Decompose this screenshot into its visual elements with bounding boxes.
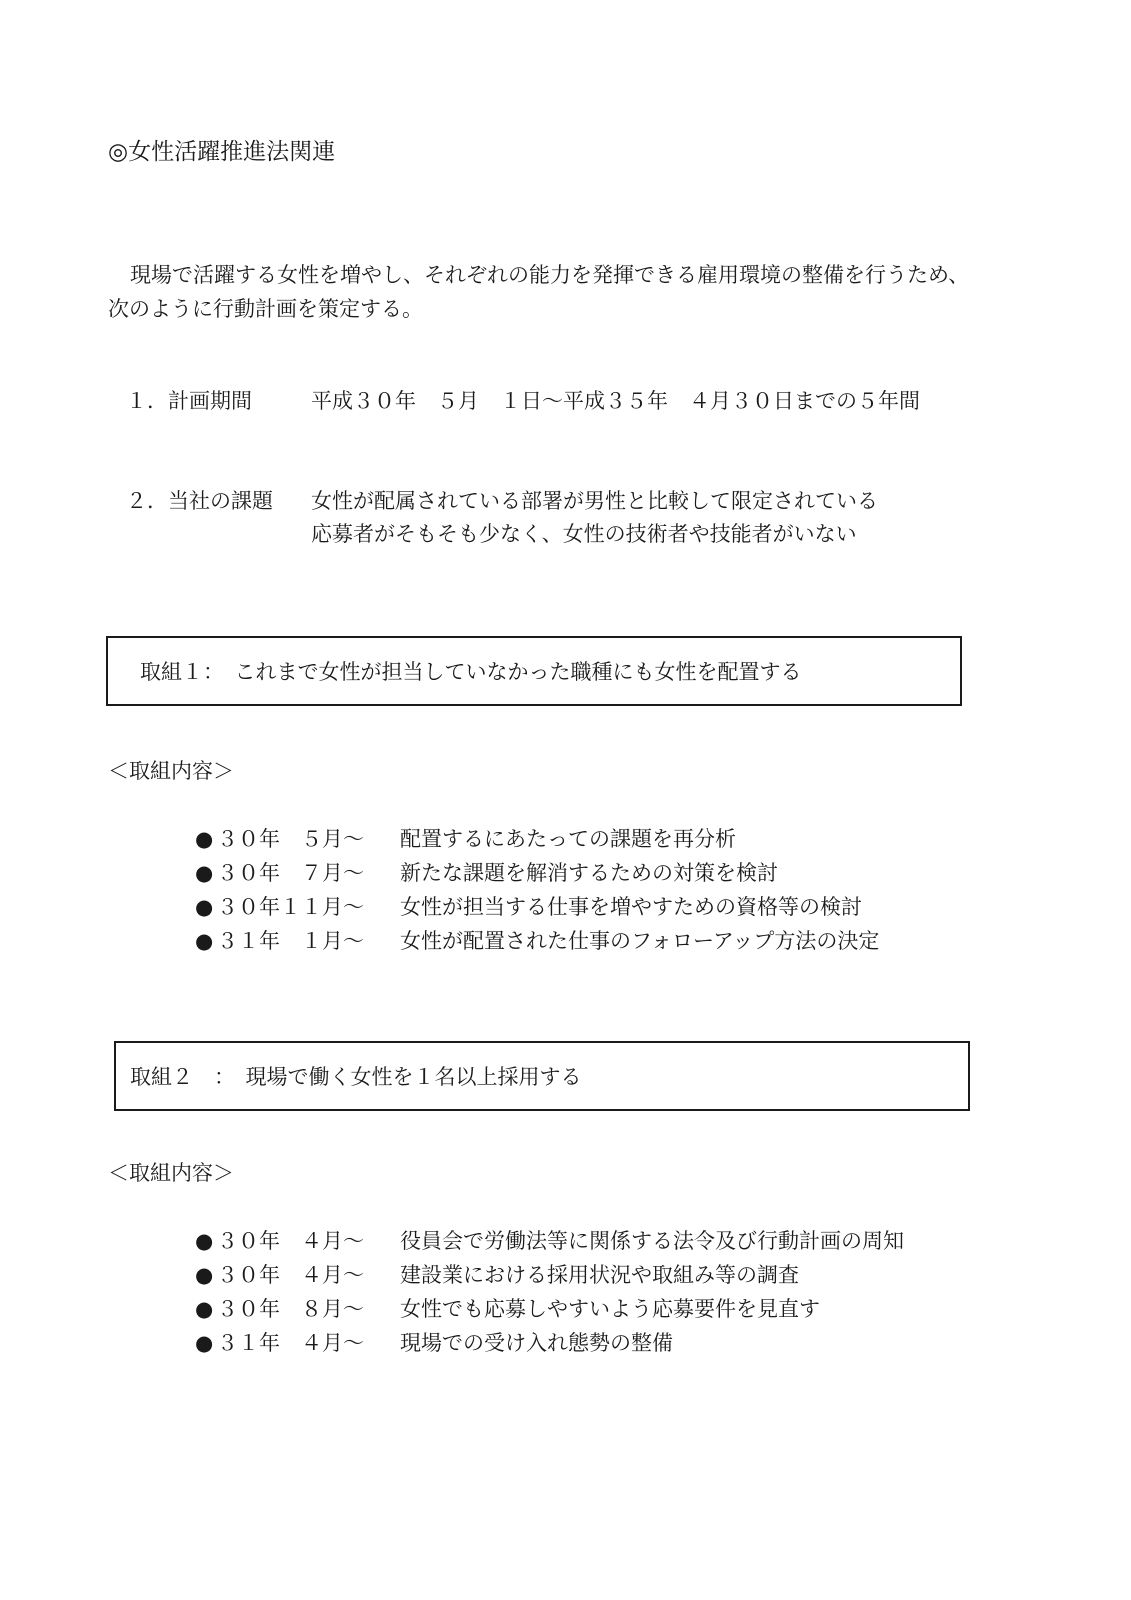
item-date: ３１年 ４月～: [217, 1331, 364, 1355]
list-item: [195, 890, 879, 924]
intro-paragraph: [108, 258, 1048, 326]
bullet-icon: ●: [195, 861, 214, 885]
intro-line-1: 現場で活躍する女性を増やし、それぞれの能力を発揮できる雇用環境の整備を行うため、: [130, 263, 970, 287]
issues-row: [126, 488, 878, 514]
item-date: ３１年 １月～: [217, 929, 364, 953]
initiative-2-box: [114, 1041, 970, 1111]
list-item: [195, 924, 879, 958]
item-date: ３０年 ７月～: [217, 861, 364, 885]
page-title: ◎女性活躍推進法関連: [108, 139, 336, 165]
issues-label: ２．当社の課題: [126, 489, 273, 513]
list-item: [195, 1224, 904, 1258]
item-date: ３０年 ５月～: [217, 827, 364, 851]
bullet-icon: ●: [195, 1331, 214, 1355]
initiative-2-content-header: ＜取組内容＞: [108, 1161, 234, 1185]
item-date: ３０年 ４月～: [217, 1263, 364, 1287]
item-text: 女性が担当する仕事を増やすための資格等の検討: [400, 895, 862, 919]
plan-period-row: [126, 388, 920, 414]
plan-period-label: １．計画期間: [126, 389, 252, 413]
item-date: ３０年 ８月～: [217, 1297, 364, 1321]
intro-line-2: 次のように行動計画を策定する。: [108, 297, 423, 321]
initiative-1-box: [106, 636, 962, 706]
initiative-1-list: [195, 822, 879, 958]
initiative-1-title: 取組１： これまで女性が担当していなかった職種にも女性を配置する: [140, 660, 802, 684]
list-item: [195, 856, 879, 890]
plan-period-value: 平成３０年 ５月 １日～平成３５年 ４月３０日までの５年間: [311, 389, 920, 413]
list-item: [195, 1258, 904, 1292]
issues-line-2: 応募者がそもそも少なく、女性の技術者や技能者がいない: [311, 522, 857, 546]
initiative-1-content-header: ＜取組内容＞: [108, 759, 234, 783]
bullet-icon: ●: [195, 827, 214, 851]
item-text: 建設業における採用状況や取組み等の調査: [400, 1263, 799, 1287]
bullet-icon: ●: [195, 1229, 214, 1253]
item-text: 現場での受け入れ態勢の整備: [400, 1331, 673, 1355]
list-item: [195, 1326, 904, 1360]
item-text: 新たな課題を解消するための対策を検討: [400, 861, 778, 885]
list-item: [195, 822, 879, 856]
item-date: ３０年１１月～: [217, 895, 364, 919]
item-text: 女性でも応募しやすいよう応募要件を見直す: [400, 1297, 820, 1321]
initiative-2-title: 取組２ ： 現場で働く女性を１名以上採用する: [130, 1065, 582, 1089]
bullet-icon: ●: [195, 929, 214, 953]
bullet-icon: ●: [195, 1297, 214, 1321]
bullet-icon: ●: [195, 1263, 214, 1287]
item-text: 女性が配置された仕事のフォローアップ方法の決定: [400, 929, 880, 953]
issues-line-1: 女性が配属されている部署が男性と比較して限定されている: [311, 489, 878, 513]
item-text: 配置するにあたっての課題を再分析: [400, 827, 736, 851]
item-date: ３０年 ４月～: [217, 1229, 364, 1253]
initiative-2-list: [195, 1224, 904, 1360]
list-item: [195, 1292, 904, 1326]
item-text: 役員会で労働法等に関係する法令及び行動計画の周知: [400, 1229, 904, 1253]
bullet-icon: ●: [195, 895, 214, 919]
